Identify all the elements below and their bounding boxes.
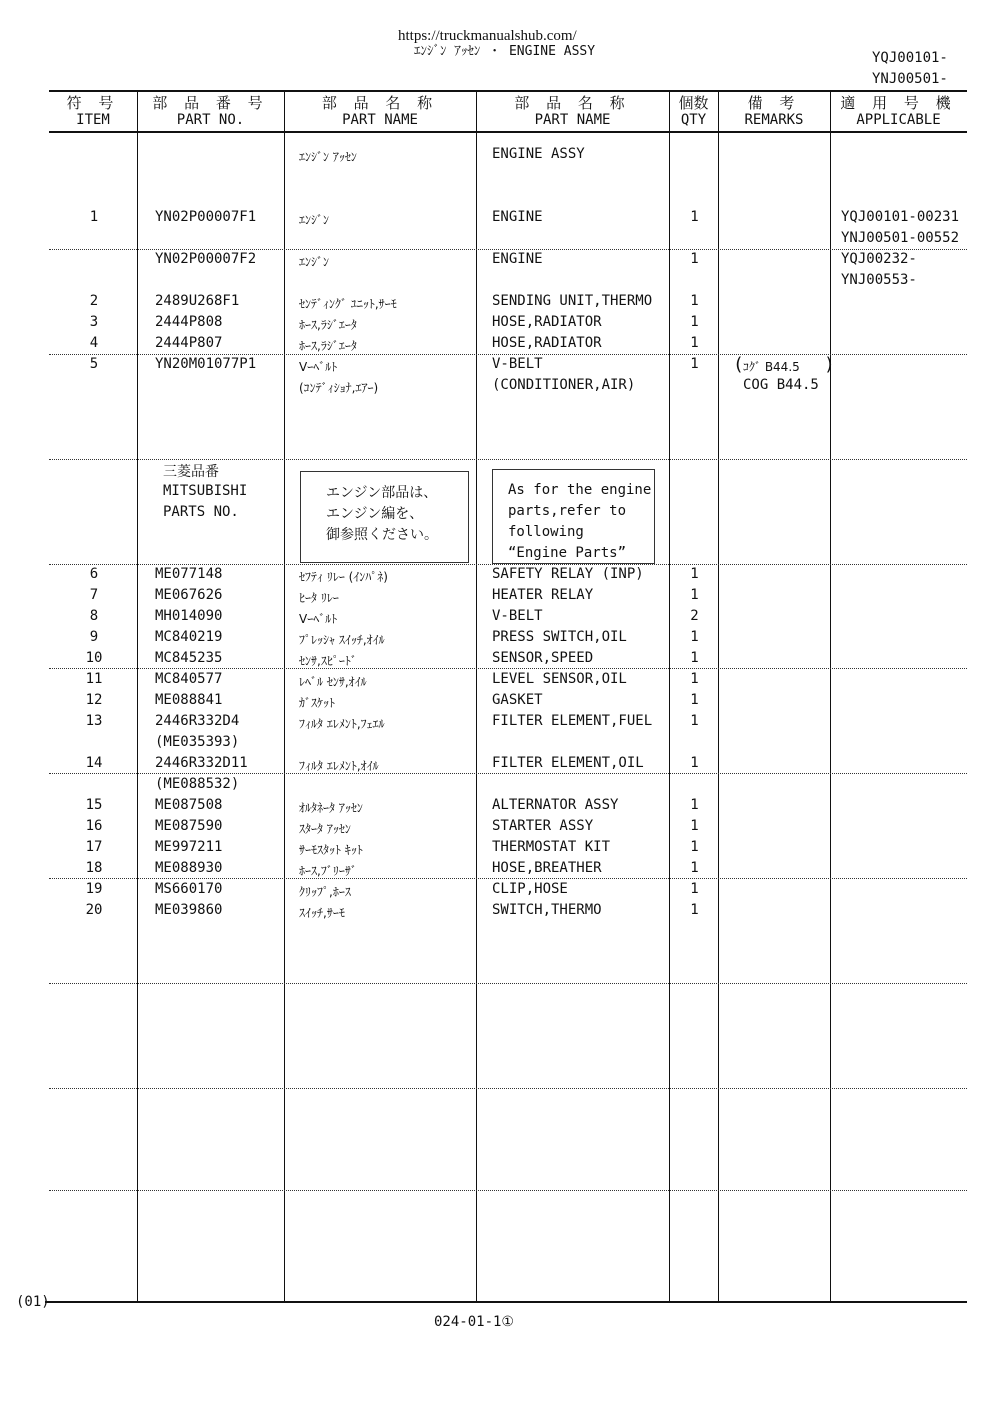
cell-en: FILTER ELEMENT,OIL [492,755,644,771]
table-row [0,755,994,776]
table-row [0,839,994,860]
cell-pno: (ME035393) [155,734,240,750]
cell-en: LEVEL SENSOR,OIL [492,671,627,687]
table-row [0,860,994,881]
table-row [0,629,994,650]
cell-en: V-BELT [492,608,543,624]
cell-en: GASKET [492,692,543,708]
cell-qty: 1 [690,629,699,645]
cell-item: 9 [89,629,99,645]
table-row [0,881,994,902]
cell-jp: ｾﾝｻ,ｽﾋﾟｰﾄﾞ [299,654,357,668]
note-box-en: As for the engine parts,refer to following “Engine Parts” [492,469,655,564]
table-row [0,797,994,818]
cell-qty: 1 [690,566,699,582]
cell-pno: MC845235 [155,650,223,666]
cell-pno: (ME088532) [155,776,240,792]
cell-pno: MC840577 [155,671,223,687]
cell-jp: ｵﾙﾀﾈｰﾀ ｱｯｾﾝ [299,801,363,815]
cell-jp: ﾌﾟﾚｯｼｬ ｽｲｯﾁ,ｵｲﾙ [299,633,385,647]
row-separator [49,459,967,460]
cell-en: HEATER RELAY [492,587,594,603]
cell-pno: ME039860 [155,902,223,918]
cell-qty: 1 [690,839,699,855]
cell-item: 19 [85,881,103,897]
cell-pno: ME997211 [155,839,223,855]
cell-qty: 1 [690,650,699,666]
table-row: 1 YN02P00007F1 ｴﾝｼﾞﾝ ENGINE 1 YQJ00101-00231 [89,209,960,227]
table-row [0,713,994,734]
cell-item: 10 [85,650,103,666]
cell-en: HOSE,BREATHER [492,860,602,876]
table-row [0,818,994,839]
cell-pno: MS660170 [155,881,223,897]
cell-item: 15 [85,797,103,813]
table-row [0,587,994,608]
cell-pno: ME077148 [155,566,223,582]
cell-qty: 1 [690,755,699,771]
col-header-part-no: 部 品 番 号 PART NO. [152,94,269,128]
table-row [0,902,994,923]
page-title: ｴﾝｼﾞﾝ ｱｯｾﾝ ・ ENGINE ASSY [414,44,596,59]
cell-en: SENSOR,SPEED [492,650,594,666]
cell-pno: 2446R332D4 [155,713,240,729]
cell-en: FILTER ELEMENT,FUEL [492,713,653,729]
cell-pno: ME088841 [155,692,223,708]
revision-tick [45,1301,53,1303]
cell-jp: ﾌｨﾙﾀ ｴﾚﾒﾝﾄ,ﾌｪｴﾙ [299,717,385,731]
cell-pno: MH014090 [155,608,223,624]
cell-qty: 1 [690,902,699,918]
model-range-2: YNJ00501- [872,71,948,87]
table-row: YNJ00553- [841,272,917,288]
cell-jp: ｶﾞｽｹｯﾄ [299,696,336,710]
row-separator [49,1190,967,1191]
cell-en: STARTER ASSY [492,818,594,834]
table-row [0,566,994,587]
cell-pno: ME088930 [155,860,223,876]
cell-pno: 2446R332D11 [155,755,248,771]
mitsubishi-label-jp: 三菱品番 [163,464,219,480]
cell-jp: ｽﾀｰﾀ ｱｯｾﾝ [299,822,351,836]
source-url[interactable]: https://truckmanualshub.com/ [398,28,577,44]
cell-jp: ﾚﾍﾞﾙ ｾﾝｻ,ｵｲﾙ [299,675,367,689]
cell-item: 6 [89,566,99,582]
cell-pno: MC840219 [155,629,223,645]
bracket-right: ) [824,354,835,375]
col-header-part-name-jp: 部 品 名 称 PART NAME [321,94,439,128]
col-header-remarks: 備 考 REMARKS [744,94,804,128]
cell-item: 18 [85,860,103,876]
cell-qty: 1 [690,818,699,834]
cell-item: 16 [85,818,103,834]
page-number: 024-01-1① [434,1314,514,1330]
cell-qty: 1 [690,671,699,687]
note-box-jp: エンジン部品は、 エンジン編を、 御参照ください。 [300,471,469,563]
table-row: 3 2444P808 ﾎｰｽ,ﾗｼﾞｴｰﾀ HOSE,RADIATOR 1 [89,314,699,332]
cell-qty: 1 [690,881,699,897]
cell-pno: ME067626 [155,587,223,603]
col-header-part-name-en: 部 品 名 称 PART NAME [514,94,631,128]
table-row [0,692,994,713]
cell-qty: 1 [690,692,699,708]
table-row: 4 2444P807 ﾎｰｽ,ﾗｼﾞｴｰﾀ HOSE,RADIATOR 1 [89,335,699,353]
table-row [0,608,994,629]
revision-mark: (01) [16,1294,50,1310]
row-separator [49,564,967,565]
cell-en: SWITCH,THERMO [492,902,602,918]
cell-item: 7 [89,587,99,603]
cell-jp: ｸﾘｯﾌﾟ,ﾎｰｽ [299,885,351,899]
cell-item: 20 [85,902,103,918]
cell-jp: ﾌｨﾙﾀ ｴﾚﾒﾝﾄ,ｵｲﾙ [299,759,379,773]
cell-en: PRESS SWITCH,OIL [492,629,627,645]
cell-item: 17 [85,839,103,855]
cell-en: CLIP,HOSE [492,881,568,897]
cell-jp: ｾﾌﾃｨ ﾘﾚｰ (ｲﾝﾊﾟﾈ) [299,570,388,584]
col-header-qty: 個数 QTY [678,94,709,128]
mitsubishi-label-en: MITSUBISHI [163,483,248,499]
table-row [0,650,994,671]
bracket-left: ( [733,354,744,375]
cell-en: SAFETY RELAY (INP) [492,566,644,582]
col-header-item: 符 号 ITEM [66,94,120,128]
cell-jp: ｽｲｯﾁ,ｻｰﾓ [299,906,345,920]
table-row [0,671,994,692]
table-row: 5 YN20M01077P1 Vｰﾍﾞﾙﾄ V-BELT 1 ( ｺｸﾞ B44.5 ) [89,354,835,375]
cell-item: 11 [85,671,103,687]
cell-jp: ﾋｰﾀ ﾘﾚｰ [299,591,339,605]
cell-pno: ME087590 [155,818,223,834]
cell-item: 8 [89,608,99,624]
cell-pno: ME087508 [155,797,223,813]
table-row: YNJ00501-00552 [841,230,960,246]
table-row: 2 2489U268F1 ｾﾝﾃﾞｨﾝｸﾞ ﾕﾆｯﾄ,ｻｰﾓ SENDING UNIT,THERMO 1 [89,293,699,311]
cell-en: ALTERNATOR ASSY [492,797,619,813]
model-range-1: YQJ00101- [872,50,948,66]
table-row: (ｺﾝﾃﾞｨｼｮﾅ,ｴｱｰ) (CONDITIONER,AIR) COG B44.5 [299,377,819,395]
mitsubishi-parts-no-label: PARTS NO. [163,504,239,520]
cell-qty: 1 [690,797,699,813]
assembly-row: ｴﾝｼﾞﾝ ｱｯｾﾝ ENGINE ASSY [299,146,585,164]
cell-qty: 1 [690,587,699,603]
col-header-applicable: 適 用 号 機 APPLICABLE [840,94,957,128]
cell-qty: 1 [690,713,699,729]
table-row: YN02P00007F2 ｴﾝｼﾞﾝ ENGINE 1 YQJ00232- [155,251,917,269]
row-separator [49,983,967,984]
cell-en: THERMOSTAT KIT [492,839,611,855]
cell-item: 14 [85,755,103,771]
row-separator [49,1088,967,1089]
cell-qty: 2 [690,608,699,624]
cell-jp: Vｰﾍﾞﾙﾄ [299,612,338,626]
cell-jp: ｻｰﾓｽﾀｯﾄ ｷｯﾄ [299,843,363,857]
table-row [0,776,994,797]
table-row [0,734,994,755]
cell-item: 13 [85,713,103,729]
cell-item: 12 [85,692,103,708]
cell-jp: ﾎｰｽ,ﾌﾞﾘｰｻﾞ [299,864,357,878]
cell-qty: 1 [690,860,699,876]
